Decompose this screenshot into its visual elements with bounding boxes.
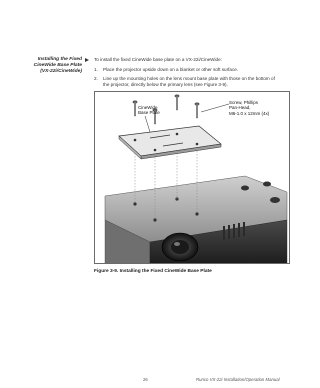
step-number: 2. — [94, 75, 98, 81]
callout-screw — [229, 100, 269, 116]
step-item — [94, 67, 299, 73]
triangle-arrow-icon — [85, 58, 89, 62]
projector-base-plate-illustration — [95, 92, 290, 264]
section-heading — [6, 57, 82, 75]
projector-body — [105, 176, 287, 264]
footer-title: Runco VX-22i Installation/Operation Manual — [196, 377, 280, 382]
step-item — [94, 76, 299, 87]
callout-line: Screw, Phillips — [229, 100, 259, 105]
cinewide-base-plate — [119, 126, 221, 159]
figure-caption: Figure 3-9. Installing the Fixed CineWide Base Plate — [94, 269, 212, 274]
figure-frame — [94, 91, 290, 264]
section-heading-line: (VX-22i/CineWide) — [40, 69, 82, 74]
callout-line: M6-1.0 x 12mm (4x) — [229, 110, 270, 116]
step-text-line: Line up the mounting holes on the lens mount base plate with those on the bottom of — [103, 75, 275, 81]
step-text: Place the projector upside down on a blanket or other soft surface. — [103, 67, 239, 72]
callout-line: Base Plate — [138, 110, 160, 116]
callout-base-plate — [138, 105, 160, 116]
step-number: 1. — [94, 67, 98, 72]
intro-paragraph: To install the fixed CineWide base plate on a VX-22i/CineWide: — [94, 57, 222, 62]
step-text-line: the projector, directly below the primary lens (see Figure 3-9). — [103, 81, 228, 87]
callout-line: Pan-Head, — [229, 105, 251, 111]
section-heading-line: CineWide Base Plate — [33, 63, 82, 68]
page-number: 26 — [143, 377, 148, 382]
section-heading-line: Installing the Fixed — [37, 57, 82, 62]
callout-line: CineWide — [138, 105, 158, 110]
